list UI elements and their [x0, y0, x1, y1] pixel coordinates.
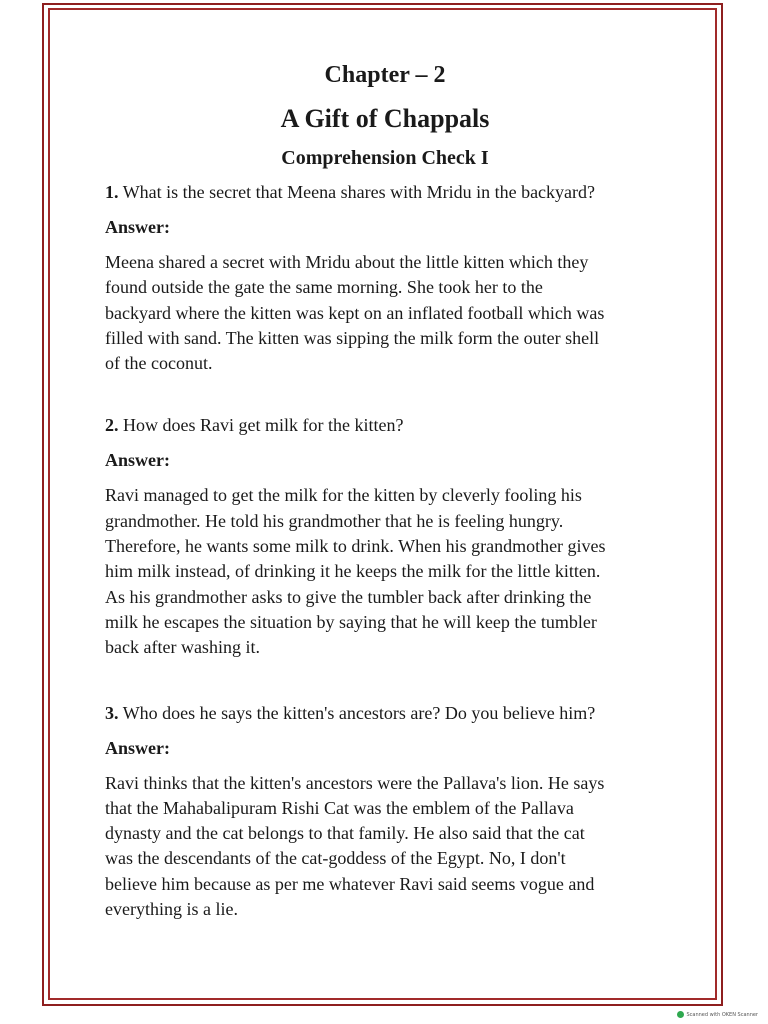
- question-number: 1.: [105, 182, 119, 202]
- qa-block-3: [105, 701, 665, 923]
- question-text: What is the secret that Meena shares with Mridu in the backyard?: [122, 182, 596, 202]
- answer-line: believe him because as per me whatever Ravi said seems vogue and: [105, 873, 595, 894]
- question-3: [105, 701, 665, 726]
- answer-line: Therefore, he wants some milk to drink. When his grandmother gives: [105, 536, 606, 557]
- answer-1: [105, 250, 665, 376]
- qa-block-2: [105, 413, 665, 660]
- scanner-watermark: [677, 1011, 758, 1018]
- answer-line: backyard where the kitten was kept on an inflated football which was: [105, 302, 605, 323]
- answer-line: him milk instead, of drinking it he keeps the milk for the little kitten.: [105, 561, 601, 582]
- answer-label: Answer:: [105, 450, 170, 471]
- scanner-logo-icon: [677, 1011, 684, 1018]
- chapter-title: A Gift of Chappals: [280, 104, 490, 133]
- chapter-heading: Chapter – 2: [324, 62, 446, 88]
- question-number: 2.: [105, 415, 119, 436]
- answer-line: Meena shared a secret with Mridu about the little kitten which they: [105, 252, 589, 272]
- section-subtitle: Comprehension Check I: [281, 147, 489, 169]
- answer-line: Ravi managed to get the milk for the kitten by cleverly fooling his: [105, 485, 582, 506]
- answer-line: filled with sand. The kitten was sipping the milk form the outer shell: [105, 327, 600, 348]
- answer-line: everything is a lie.: [105, 899, 238, 920]
- question-number: 3.: [105, 702, 119, 723]
- answer-line: back after washing it.: [105, 637, 260, 658]
- answer-line: Ravi thinks that the kitten's ancestors were the Pallava's lion. He says: [105, 772, 605, 793]
- answer-line: grandmother. He told his grandmother that he is feeling hungry.: [105, 510, 564, 531]
- question-1: [105, 180, 665, 205]
- page-content: [105, 58, 665, 922]
- answer-label: Answer:: [105, 737, 170, 758]
- answer-line: of the coconut.: [105, 353, 213, 374]
- question-2: [105, 413, 665, 438]
- answer-2: [105, 483, 665, 660]
- question-text: Who does he says the kitten's ancestors are? Do you believe him?: [122, 702, 596, 723]
- question-text: How does Ravi get milk for the kitten?: [123, 415, 404, 436]
- answer-line: dynasty and the cat belongs to that family. He also said that the cat: [105, 823, 585, 844]
- qa-block-1: [105, 180, 665, 376]
- answer-line: milk he escapes the situation by saying that he will keep the tumbler: [105, 611, 597, 632]
- answer-line: that the Mahabalipuram Rishi Cat was the emblem of the Pallava: [105, 797, 574, 818]
- answer-label: Answer:: [105, 217, 170, 237]
- scanner-text: Scanned with OKEN Scanner: [686, 1011, 758, 1018]
- answer-line: was the descendants of the cat-goddess of the Egypt. No, I don't: [105, 848, 566, 869]
- answer-line: found outside the gate the same morning. She took her to the: [105, 277, 543, 298]
- answer-3: [105, 771, 665, 923]
- answer-line: As his grandmother asks to give the tumbler back after drinking the: [105, 586, 592, 607]
